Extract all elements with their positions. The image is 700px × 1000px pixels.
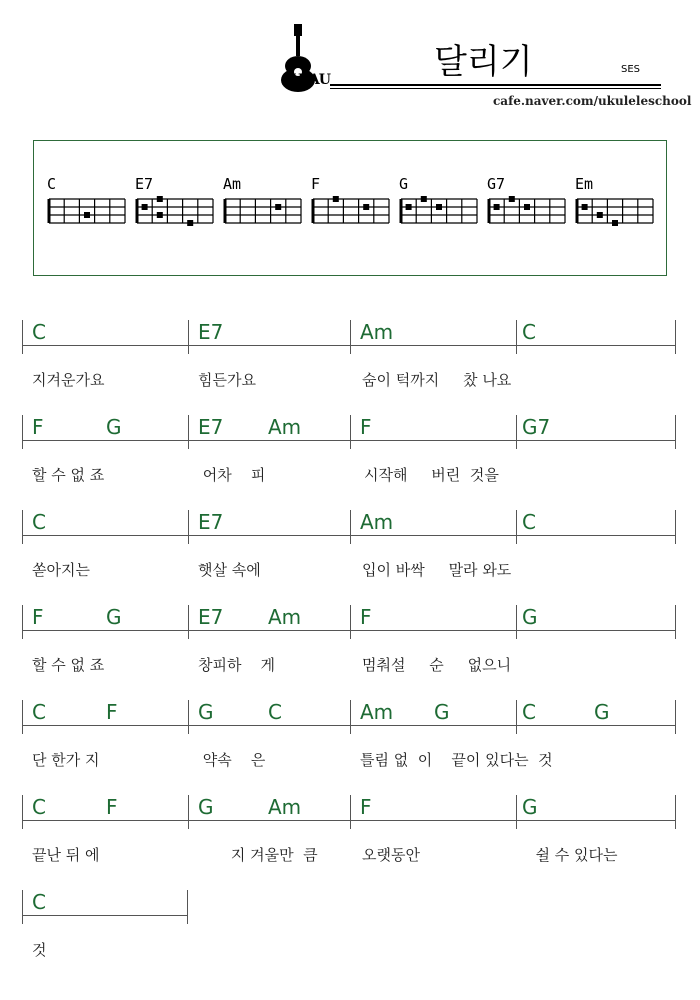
measure (188, 320, 350, 410)
lyric-line: 할 수 없 죠 (32, 466, 105, 484)
finger-dot (187, 220, 193, 226)
chord-symbol: F (32, 415, 44, 439)
measure (350, 510, 516, 600)
staff-line (350, 630, 516, 631)
finger-dot (421, 196, 427, 202)
bar-line (188, 700, 189, 734)
lyric-line: 단 한가 지 (32, 751, 100, 769)
chord-diagram-f (311, 175, 391, 245)
bar-line (188, 415, 189, 449)
measure (516, 415, 676, 505)
lyric-line: 것 (32, 941, 47, 959)
measure (350, 320, 516, 410)
finger-dot (275, 204, 281, 210)
bar-line (516, 510, 517, 544)
chord-symbol: G (522, 795, 538, 819)
bar-line (350, 320, 351, 354)
end-bar-line (187, 890, 188, 924)
fretboard-grid (135, 195, 215, 235)
lyric-line: 햇살 속에 (198, 561, 261, 579)
finger-dot (406, 204, 412, 210)
finger-dot (84, 212, 90, 218)
lyric-line: 입이 바싹 말라 와도 (362, 561, 512, 579)
fretboard-grid (399, 195, 479, 235)
chord-symbol: G7 (522, 415, 551, 439)
finger-dot (142, 204, 148, 210)
end-bar-line (675, 510, 676, 544)
staff-line (350, 820, 516, 821)
chord-diagram-label: C (47, 175, 57, 193)
bar-line (188, 510, 189, 544)
bar-line (22, 605, 23, 639)
finger-dot (436, 204, 442, 210)
staff-line (188, 725, 350, 726)
chord-symbol: C (32, 700, 46, 724)
chord-diagram-label: G (399, 175, 409, 193)
bar-line (188, 320, 189, 354)
chord-symbol: Am (268, 795, 302, 819)
lyric-line: 힘든가요 (198, 371, 256, 389)
lyric-line: 지 겨울만 큼 (188, 846, 318, 864)
chord-symbol: G (594, 700, 610, 724)
chord-diagram-label: G7 (487, 175, 506, 193)
chord-diagram-c (47, 175, 127, 245)
fretboard-grid (223, 195, 303, 235)
bar-line (22, 890, 23, 924)
end-bar-line (675, 320, 676, 354)
chord-symbol: Am (360, 510, 394, 534)
staff-line (516, 535, 676, 536)
lyric-line: 오랫동안 (362, 846, 420, 864)
fretboard-grid (47, 195, 127, 235)
lyric-line: 끝난 뒤 에 (32, 846, 100, 864)
lyric-line: 숨이 턱까지 찼 나요 (362, 371, 512, 389)
chord-symbol: C (32, 510, 46, 534)
bar-line (188, 795, 189, 829)
chord-symbol: E7 (198, 510, 224, 534)
staff-line (22, 725, 188, 726)
chord-symbol: C (522, 320, 536, 344)
chord-symbol: G (106, 415, 122, 439)
chord-symbol: Am (360, 700, 394, 724)
chord-diagram-e7 (135, 175, 215, 245)
chord-symbol: C (32, 890, 46, 914)
measure (516, 605, 676, 695)
staff-line (188, 345, 350, 346)
chord-diagram-box (33, 140, 667, 276)
bar-line (350, 415, 351, 449)
measure (350, 795, 516, 885)
chord-symbol: G (434, 700, 450, 724)
lyric-line: 멈춰설 순 없으니 (362, 656, 512, 674)
measure (22, 605, 188, 695)
chord-symbol: G (198, 700, 214, 724)
chord-diagram-label: F (311, 175, 321, 193)
finger-dot (524, 204, 530, 210)
staff-line (22, 820, 188, 821)
chord-diagram-g (399, 175, 479, 245)
lyric-line: 할 수 없 죠 (32, 656, 105, 674)
staff-line (350, 345, 516, 346)
end-bar-line (675, 415, 676, 449)
staff-line (188, 440, 350, 441)
staff-line (188, 535, 350, 536)
header-divider-thin (330, 88, 661, 89)
measure (350, 415, 516, 505)
chord-symbol: C (522, 510, 536, 534)
staff-line (350, 440, 516, 441)
fretboard-grid (487, 195, 567, 235)
staff-line (516, 725, 676, 726)
measure (188, 415, 350, 505)
finger-dot (582, 204, 588, 210)
lyric-line: 창피하 게 (198, 656, 276, 674)
bar-line (350, 700, 351, 734)
bar-line (350, 510, 351, 544)
chord-symbol: C (32, 795, 46, 819)
measure (188, 510, 350, 600)
staff-line (516, 630, 676, 631)
chord-diagram-em (575, 175, 655, 245)
bar-line (188, 605, 189, 639)
measure (516, 320, 676, 410)
lyric-line: 쏟아지는 (32, 561, 90, 579)
finger-dot (612, 220, 618, 226)
chord-symbol: E7 (198, 605, 224, 629)
lyric-line: 틀림 없 이 끝이 있다는 것 (360, 751, 553, 769)
chord-symbol: Am (268, 605, 302, 629)
staff-line (516, 345, 676, 346)
chord-symbol: G (198, 795, 214, 819)
fretboard-grid (575, 195, 655, 235)
staff-line (188, 820, 350, 821)
bar-line (22, 795, 23, 829)
end-bar-line (675, 795, 676, 829)
lyric-line: 시작해 버린 것을 (364, 466, 499, 484)
staff-line (22, 535, 188, 536)
finger-dot (597, 212, 603, 218)
chord-symbol: F (360, 605, 372, 629)
finger-dot (363, 204, 369, 210)
measure (516, 510, 676, 600)
bar-line (350, 795, 351, 829)
measure (22, 795, 188, 885)
chord-symbol: F (106, 795, 118, 819)
measure (188, 605, 350, 695)
staff-line (350, 535, 516, 536)
bar-line (516, 700, 517, 734)
finger-dot (157, 196, 163, 202)
end-bar-line (675, 700, 676, 734)
lyric-line: 지겨운가요 (32, 371, 105, 389)
chord-symbol: F (106, 700, 118, 724)
chord-symbol: E7 (198, 415, 224, 439)
measure (22, 700, 188, 790)
measure (516, 795, 676, 885)
measure (22, 890, 188, 980)
chord-symbol: G (522, 605, 538, 629)
bar-line (22, 415, 23, 449)
header (0, 0, 700, 120)
chord-diagram-g7 (487, 175, 567, 245)
chord-symbol: Am (268, 415, 302, 439)
chord-symbol: F (360, 415, 372, 439)
measure (22, 320, 188, 410)
chord-symbol: F (360, 795, 372, 819)
measure (350, 605, 516, 695)
measure (22, 510, 188, 600)
measure (22, 415, 188, 505)
bar-line (516, 605, 517, 639)
lyric-line: 약속 은 (198, 751, 266, 769)
chord-symbol: G (106, 605, 122, 629)
bar-line (516, 320, 517, 354)
staff-line (22, 345, 188, 346)
finger-dot (509, 196, 515, 202)
finger-dot (333, 196, 339, 202)
measure (516, 700, 676, 790)
logo-text: LUAU (290, 72, 330, 88)
chord-diagram-am (223, 175, 303, 245)
chord-symbol: Am (360, 320, 394, 344)
lyric-line: 어차 피 (198, 466, 266, 484)
bar-line (516, 795, 517, 829)
measure (350, 700, 553, 790)
staff-line (516, 440, 676, 441)
chord-diagram-label: Em (575, 175, 594, 193)
staff-line (22, 440, 188, 441)
finger-dot (494, 204, 500, 210)
staff-line (22, 630, 188, 631)
chord-diagram-label: E7 (135, 175, 154, 193)
measure (188, 795, 350, 885)
end-bar-line (675, 605, 676, 639)
chord-symbol: C (32, 320, 46, 344)
chord-symbol: F (32, 605, 44, 629)
finger-dot (157, 212, 163, 218)
bar-line (22, 510, 23, 544)
staff-line (188, 630, 350, 631)
lyric-line: 쉴 수 있다는 (526, 846, 618, 864)
staff-line (516, 820, 676, 821)
staff-line (350, 725, 516, 726)
staff-line (22, 915, 188, 916)
chord-symbol: C (522, 700, 536, 724)
artist-name: SES (621, 64, 641, 75)
bar-line (350, 605, 351, 639)
chord-symbol: C (268, 700, 282, 724)
measure (188, 700, 350, 790)
website-url: cafe.naver.com/ukuleleschool (493, 94, 692, 108)
header-divider (330, 84, 661, 86)
fretboard-grid (311, 195, 391, 235)
bar-line (22, 320, 23, 354)
chord-symbol: E7 (198, 320, 224, 344)
bar-line (516, 415, 517, 449)
bar-line (22, 700, 23, 734)
chord-diagram-label: Am (223, 175, 242, 193)
song-title: 달리기 (434, 42, 533, 82)
